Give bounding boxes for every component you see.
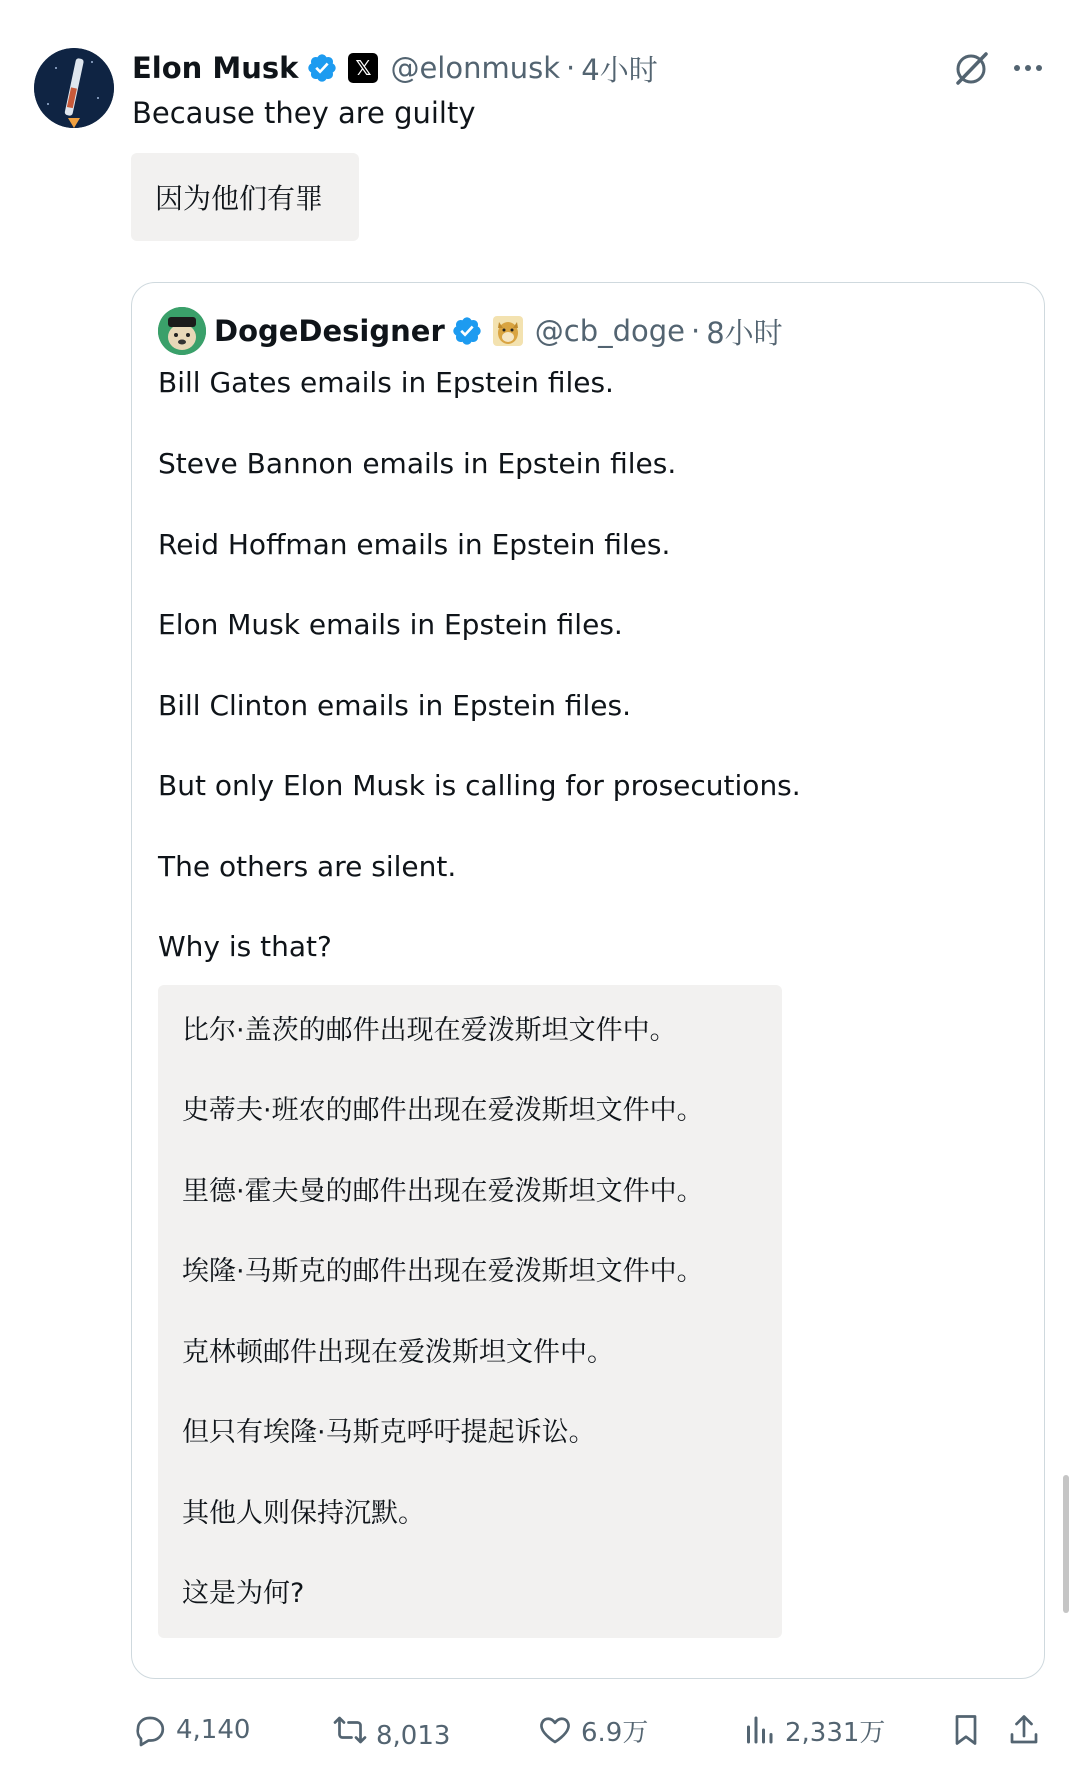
- reply-icon: [132, 1712, 168, 1748]
- author-handle[interactable]: @elonmusk: [390, 51, 561, 85]
- grok-icon[interactable]: [952, 48, 992, 88]
- like-icon: [537, 1712, 573, 1748]
- quote-translation-line: 但只有埃隆·马斯克呼吁提起诉讼。: [182, 1417, 596, 1448]
- x-logo-icon: 𝕏: [348, 53, 378, 83]
- quote-author-handle[interactable]: @cb_doge: [534, 314, 686, 348]
- quote-text-line: Why is that?: [158, 930, 332, 963]
- quote-translation-line: 比尔·盖茨的邮件出现在爱泼斯坦文件中。: [182, 1015, 677, 1046]
- share-icon: [1006, 1712, 1042, 1748]
- quote-text-line: But only Elon Musk is calling for prosecutions.: [158, 769, 801, 802]
- quote-translation-line: 史蒂夫·班农的邮件出现在爱泼斯坦文件中。: [182, 1095, 704, 1126]
- quote-translation: [158, 985, 782, 1638]
- author-avatar[interactable]: [34, 48, 114, 128]
- bookmark-icon: [948, 1712, 984, 1748]
- tweet-translation: 因为他们有罪: [131, 153, 359, 241]
- like-count: 6.9万: [581, 1717, 649, 1748]
- scrollbar[interactable]: [1063, 1475, 1069, 1613]
- quote-post-time[interactable]: 8小时: [706, 315, 783, 350]
- bookmark-button[interactable]: [948, 1708, 992, 1752]
- share-button[interactable]: [1006, 1708, 1050, 1752]
- quoted-tweet[interactable]: [131, 282, 1045, 1679]
- repost-button[interactable]: [332, 1708, 450, 1752]
- quote-text-line: Elon Musk emails in Epstein files.: [158, 608, 623, 641]
- verified-badge-icon: [306, 52, 338, 84]
- post-time[interactable]: 4小时: [581, 52, 658, 87]
- quote-translation-line: 这是为何?: [182, 1578, 305, 1609]
- quote-author-name[interactable]: DogeDesigner: [214, 314, 445, 348]
- verified-badge-icon: [451, 315, 483, 347]
- quote-text-line: Bill Gates emails in Epstein files.: [158, 366, 614, 399]
- doge-badge-icon: [493, 316, 523, 346]
- more-icon[interactable]: [1008, 50, 1048, 86]
- reply-button[interactable]: [132, 1708, 250, 1752]
- reply-count: 4,140: [176, 1715, 251, 1745]
- author-line: [132, 46, 658, 90]
- repost-count: 8,013: [376, 1721, 451, 1751]
- quote-translation-line: 克林顿邮件出现在爱泼斯坦文件中。: [182, 1337, 614, 1368]
- separator-dot: ·: [566, 51, 576, 85]
- separator-dot: ·: [691, 314, 701, 348]
- quote-author-line: [214, 309, 783, 353]
- action-bar: [0, 1700, 1080, 1760]
- author-name[interactable]: Elon Musk: [132, 51, 299, 85]
- tweet-text: Because they are guilty: [132, 96, 476, 130]
- views-icon: [741, 1712, 777, 1748]
- quote-text-line: Reid Hoffman emails in Epstein files.: [158, 528, 671, 561]
- quote-translation-line: 其他人则保持沉默。: [182, 1498, 425, 1529]
- views-button[interactable]: [741, 1708, 885, 1752]
- like-button[interactable]: [537, 1708, 648, 1752]
- quote-translation-line: 里德·霍夫曼的邮件出现在爱泼斯坦文件中。: [182, 1176, 704, 1207]
- views-count: 2,331万: [785, 1717, 886, 1748]
- quote-text-line: Steve Bannon emails in Epstein files.: [158, 447, 677, 480]
- quote-text-line: The others are silent.: [158, 850, 457, 883]
- repost-icon: [332, 1712, 368, 1748]
- quote-text-line: Bill Clinton emails in Epstein files.: [158, 689, 632, 722]
- quote-translation-line: 埃隆·马斯克的邮件出现在爱泼斯坦文件中。: [182, 1256, 704, 1287]
- quote-author-avatar[interactable]: [158, 307, 206, 355]
